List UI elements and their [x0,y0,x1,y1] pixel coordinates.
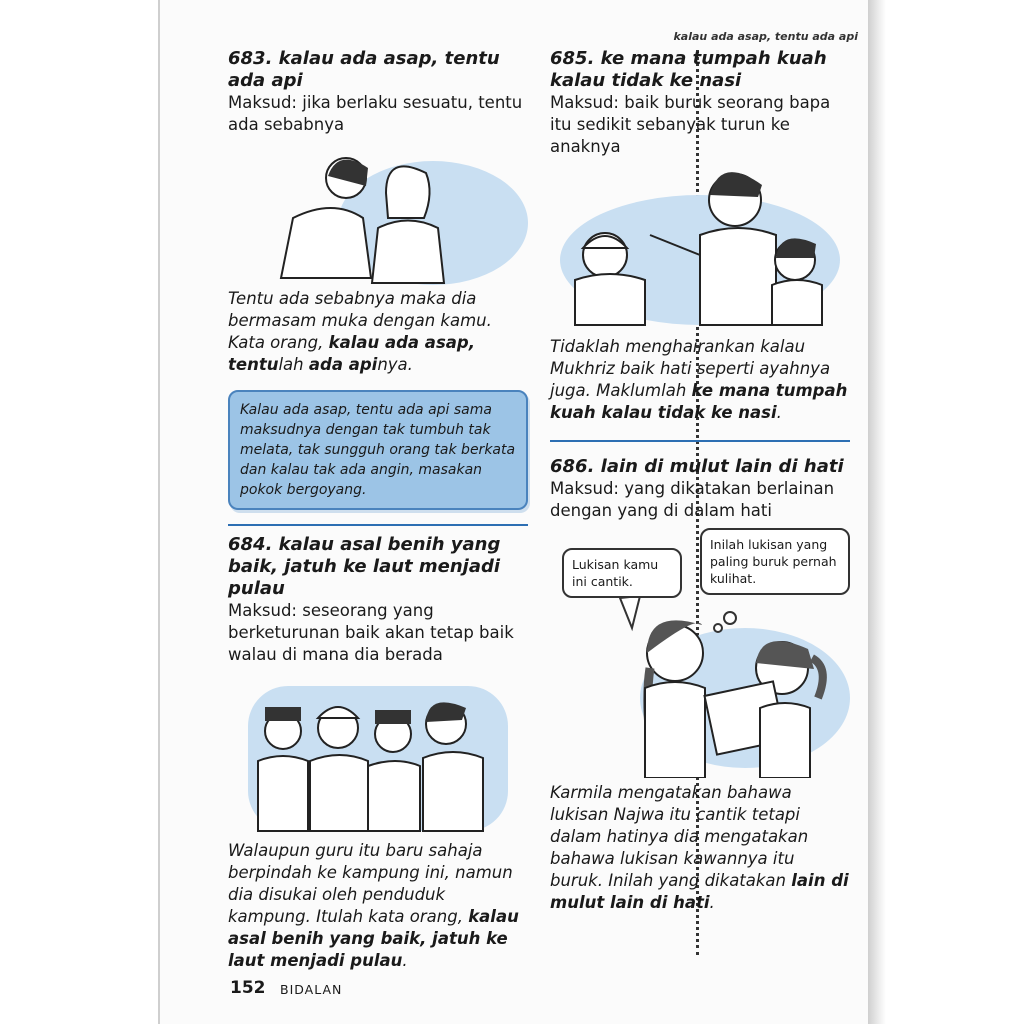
entry-686-title: 686. lain di mulut lain di hati [550,456,844,477]
entry-685-title: 685. ke mana tumpah kuah kalau tidak ke nasi [550,48,827,91]
entry-685-story [550,336,850,424]
illustration-685 [550,160,850,330]
entry-683-meaning: Maksud: jika berlaku sesuatu, tentu ada sebabnya [228,93,523,134]
entry-683-story-line-2: bermasam muka dengan kamu. [228,311,492,330]
entry-683-story-line-3: Kata orang, [228,333,324,352]
left-column [228,48,528,972]
illustration-683 [228,138,528,288]
entry-686-story-bold: lain di mulut lain di hati [550,871,849,912]
two-people-drawing [228,138,528,288]
entry-684-story-end: . [402,951,408,970]
page-number: 152 [230,978,266,998]
entry-separator [228,524,528,526]
illustration-684 [228,676,528,836]
entry-683-story-bold-1: kalau ada asap, [328,333,475,352]
entry-683-story-mid: lah [278,355,304,374]
entry-685-meaning: Maksud: baik buruk seorang bapa itu sedikit sebanyak turun ke anaknya [550,93,831,156]
page-edge [868,0,886,1024]
father-and-son-giving-drawing [550,160,850,330]
entry-683-story-line-1: Tentu ada sebabnya maka dia [228,289,477,308]
speech-bubble: Lukisan kamu ini cantik. [562,548,682,598]
thought-bubble: Inilah lukisan yang paling buruk pernah kulihat. [700,528,850,595]
running-head: kalau ada asap, tentu ada api [673,30,858,43]
entry-684-story-text: Walaupun guru itu baru sahaja berpindah ke kampung ini, namun dia disukai oleh penduduk kampung. Itulah kata orang, [228,841,513,926]
villagers-greeting-drawing [228,676,528,836]
book-title: BIDALAN [280,982,343,997]
entry-686-story-end: . [709,893,715,912]
entry-686-story [550,782,850,914]
entry-684-story-bold: kalau asal benih yang baik, jatuh ke laut menjadi pulau [228,907,519,970]
entry-683-note: Kalau ada asap, tentu ada api sama maksudnya dengan tak tumbuh tak melata, tak sungguh orang tak berkata dan kalau tak ada angin, masakan pokok bergoyang. [228,390,528,510]
entry-685-story-text: Tidaklah menghairankan kalau Mukhriz baik hati seperti ayahnya juga. Maklumlah [550,337,831,400]
entry-684-meaning: Maksud: seseorang yang berketurunan baik akan tetap baik walau di mana dia berada [228,601,514,664]
entry-683-story-bold-2: tentu [228,355,279,374]
entry-686-meaning: Maksud: yang dikatakan berlainan dengan yang di dalam hati [550,479,835,520]
entry-683-title: 683. kalau ada asap, tentu ada api [228,48,500,91]
entry-685-story-end: . [776,403,782,422]
entry-683-story [228,288,528,376]
right-column [550,48,850,914]
entry-683-story-end: nya. [377,355,413,374]
entry-684-title: 684. kalau asal benih yang baik, jatuh ke laut menjadi pulau [228,534,501,599]
entry-685-story-bold: ke mana tumpah kuah kalau tidak ke nasi [550,381,848,422]
entry-684-story [228,840,528,972]
entry-686-story-text: Karmila mengatakan bahawa lukisan Najwa itu cantik tetapi dalam hatinya dia mengatakan bahawa lukisan kawannya itu buruk. Inilah yang dikatakan [550,783,809,890]
entry-683-story-bold-3: ada api [308,355,378,374]
entry-separator [550,440,850,442]
illustration-686 [550,528,850,778]
book-page [158,0,868,1024]
